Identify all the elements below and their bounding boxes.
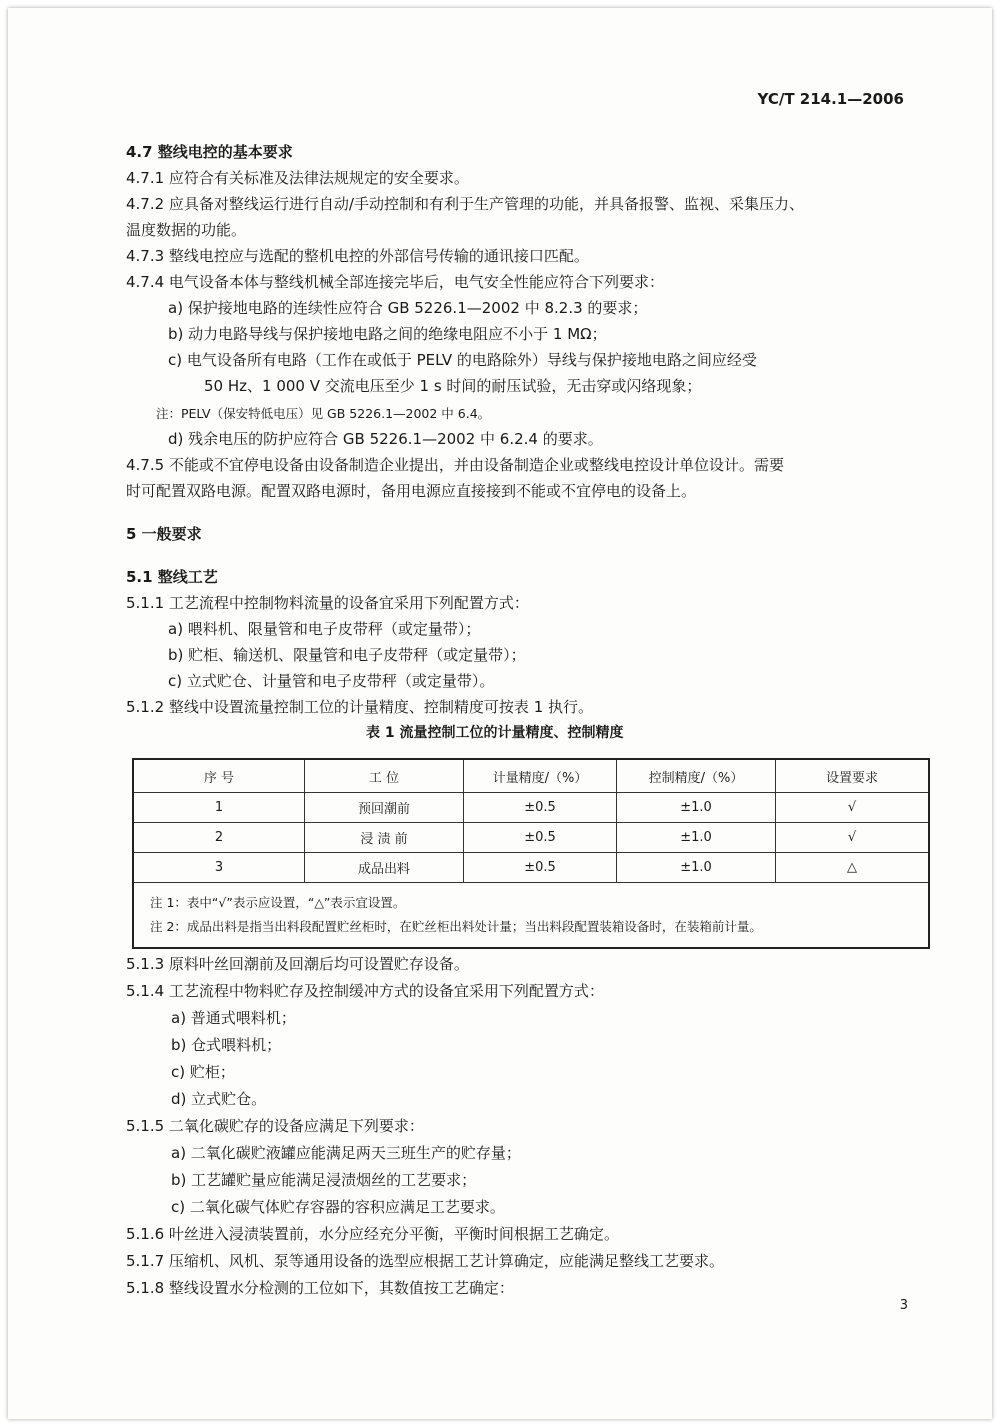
precision-table: [132, 758, 930, 949]
standard-code: YC/T 214.1—2006: [757, 90, 904, 108]
clause-4-7-2: 4.7.2 应具备对整线运行进行自动/手动控制和有利于生产管理的功能，并具备报警、监视、采集压力、: [126, 195, 804, 213]
note-pelv: 注：PELV（保安特低电压）见 GB 5226.1—2002 中 6.4。: [156, 406, 491, 421]
cell-setting: △: [776, 853, 930, 883]
cell-control: ±1.0: [617, 793, 776, 823]
cell-measure: ±0.5: [464, 793, 617, 823]
table-row: [133, 793, 929, 823]
cell-station: 预回潮前: [305, 793, 464, 823]
cell-control: ±1.0: [617, 823, 776, 853]
item-b: b) 动力电路导线与保护接地电路之间的绝缘电阻应不小于 1 MΩ；: [168, 325, 607, 343]
header-setting: 设置要求: [776, 759, 930, 793]
item-c-cont: 50 Hz、1 000 V 交流电压至少 1 s 时间的耐压试验，无击穿或闪络现象；: [204, 377, 702, 395]
document-page: [8, 8, 992, 1419]
table-notes: [133, 883, 929, 949]
item-a: a) 二氧化碳贮液罐应能满足两天三班生产的贮存量；: [171, 1144, 521, 1162]
heading-4-7: 4.7 整线电控的基本要求: [126, 143, 293, 161]
item-b: b) 工艺罐贮量应能满足浸渍烟丝的工艺要求；: [171, 1171, 477, 1189]
clause-4-7-2-cont: 温度数据的功能。: [126, 221, 247, 239]
cell-station: 成品出料: [305, 853, 464, 883]
header-control-precision: 控制精度/（%）: [617, 759, 776, 793]
clause-5-1-4: 5.1.4 工艺流程中物料贮存及控制缓冲方式的设备宜采用下列配置方式：: [126, 982, 604, 1000]
clause-4-7-5-cont: 时可配置双路电源。配置双路电源时，备用电源应直接接到不能或不宜停电的设备上。: [126, 482, 697, 500]
clause-5-1-8: 5.1.8 整线设置水分检测的工位如下，其数值按工艺确定：: [126, 1279, 514, 1297]
item-d: d) 残余电压的防护应符合 GB 5226.1—2002 中 6.2.4 的要求。: [168, 430, 603, 448]
clause-4-7-4: 4.7.4 电气设备本体与整线机械全部连接完毕后，电气安全性能应符合下列要求：: [126, 273, 664, 291]
clause-5-1-7: 5.1.7 压缩机、风机、泵等通用设备的选型应根据工艺计算确定，应能满足整线工艺要求。: [126, 1252, 724, 1270]
cell-measure: ±0.5: [464, 853, 617, 883]
table-row: [133, 853, 929, 883]
header-measure-precision: 计量精度/（%）: [464, 759, 617, 793]
cell-measure: ±0.5: [464, 823, 617, 853]
clause-5-1-1: 5.1.1 工艺流程中控制物料流量的设备宜采用下列配置方式：: [126, 594, 529, 612]
heading-5-1: 5.1 整线工艺: [126, 568, 218, 586]
table-note-1: 注 1：表中“√”表示应设置，“△”表示宜设置。: [150, 895, 406, 910]
item-d: d) 立式贮仓。: [171, 1090, 267, 1108]
cell-station: 浸 渍 前: [305, 823, 464, 853]
cell-setting: √: [776, 793, 930, 823]
item-c: c) 贮柜；: [171, 1063, 235, 1081]
cell-index: 2: [133, 823, 305, 853]
header-station: 工 位: [305, 759, 464, 793]
item-a: a) 喂料机、限量管和电子皮带秤（或定量带）；: [168, 620, 481, 638]
clause-4-7-1: 4.7.1 应符合有关标准及法律法规规定的安全要求。: [126, 169, 469, 187]
table-row: [133, 823, 929, 853]
item-c: c) 电气设备所有电路（工作在或低于 PELV 的电路除外）导线与保护接地电路之间应经受: [168, 351, 757, 369]
clause-5-1-6: 5.1.6 叶丝进入浸渍装置前，水分应经充分平衡，平衡时间根据工艺确定。: [126, 1225, 619, 1243]
table-notes-row: [133, 883, 929, 949]
table-caption: 表 1 流量控制工位的计量精度、控制精度: [366, 725, 624, 741]
item-a: a) 普通式喂料机；: [171, 1009, 296, 1027]
page-number: 3: [899, 1298, 908, 1313]
table-note-2: 注 2：成品出料是指当出料段配置贮丝柜时，在贮丝柜出料处计量；当出料段配置装箱设备时，在装箱前计量。: [150, 919, 762, 934]
item-a: a) 保护接地电路的连续性应符合 GB 5226.1—2002 中 8.2.3 的要求；: [168, 299, 648, 317]
header-index: 序 号: [133, 759, 305, 793]
cell-index: 3: [133, 853, 305, 883]
clause-4-7-5: 4.7.5 不能或不宜停电设备由设备制造企业提出，并由设备制造企业或整线电控设计单位设计。需要: [126, 456, 784, 474]
item-c: c) 二氧化碳气体贮存容器的容积应满足工艺要求。: [171, 1198, 505, 1216]
heading-5: 5 一般要求: [126, 525, 202, 543]
item-b: b) 贮柜、输送机、限量管和电子皮带秤（或定量带）；: [168, 646, 526, 664]
cell-index: 1: [133, 793, 305, 823]
cell-control: ±1.0: [617, 853, 776, 883]
clause-4-7-3: 4.7.3 整线电控应与选配的整机电控的外部信号传输的通讯接口匹配。: [126, 247, 589, 265]
clause-5-1-5: 5.1.5 二氧化碳贮存的设备应满足下列要求：: [126, 1117, 424, 1135]
item-b: b) 仓式喂料机；: [171, 1036, 282, 1054]
clause-5-1-3: 5.1.3 原料叶丝回潮前及回潮后均可设置贮存设备。: [126, 955, 469, 973]
cell-setting: √: [776, 823, 930, 853]
item-c: c) 立式贮仓、计量管和电子皮带秤（或定量带）。: [168, 672, 495, 690]
clause-5-1-2: 5.1.2 整线中设置流量控制工位的计量精度、控制精度可按表 1 执行。: [126, 698, 594, 716]
table-header-row: [133, 759, 929, 793]
